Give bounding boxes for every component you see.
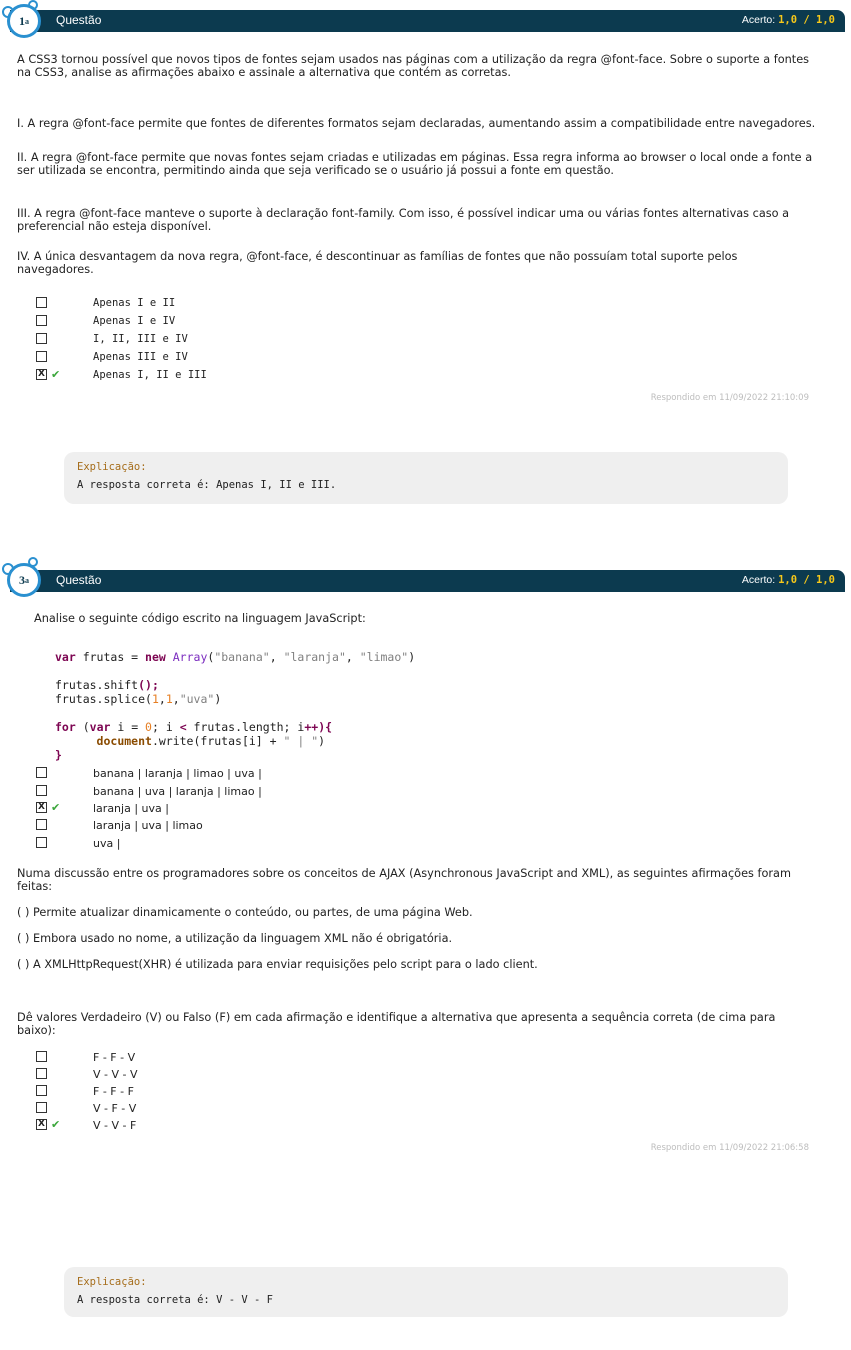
question-title: Questão <box>56 573 102 587</box>
score: Acerto: 1,0 / 1,0 <box>741 14 835 26</box>
score: Acerto: 1,0 / 1,0 <box>741 574 835 586</box>
answered-timestamp: Respondido em 11/09/2022 21:10:09 <box>650 393 809 403</box>
option-checkbox[interactable] <box>36 333 47 344</box>
option-checkbox[interactable] <box>36 1051 47 1062</box>
option-checkbox[interactable] <box>36 767 47 778</box>
checkmark-icon: ✔ <box>51 801 61 814</box>
statement-1: ( ) Permite atualizar dinamicamente o conteúdo, ou partes, de uma página Web. <box>17 906 473 919</box>
code-line: frutas.shift(); <box>55 678 159 692</box>
option-checkbox[interactable] <box>36 785 47 796</box>
statement-4: IV. A única desvantagem da nova regra, @font-face, é descontinuar as famílias de fontes que não possuíam total suporte pelos navegadores. <box>17 250 738 276</box>
question-1-stem: A CSS3 tornou possível que novos tipos de fontes sejam usados nas páginas com a utilização da regra @font-face. Sobre o suporte a fontes na CSS3, analise as afirmações abaixo e assinale a alternativa que contém as corretas. <box>17 53 810 79</box>
option-checkbox[interactable] <box>36 837 47 848</box>
score-value: 1,0 / 1,0 <box>778 574 835 586</box>
statement-3: ( ) A XMLHttpRequest(XHR) é utilizada para enviar requisições pelo script para o lado client. <box>17 958 538 971</box>
option-checkbox[interactable] <box>36 297 47 308</box>
score-value: 1,0 / 1,0 <box>778 14 835 26</box>
question-3-stem: Analise o seguinte código escrito na linguagem JavaScript: <box>34 612 366 625</box>
code-line: var frutas = new Array("banana", "laranja", "limao") <box>55 650 416 664</box>
option-checkbox[interactable] <box>36 1102 47 1113</box>
explanation-box <box>64 452 788 504</box>
statement-2: II. A regra @font-face permite que novas fontes sejam criadas e utilizadas em páginas. Essa regra informa ao browser o local onde a fonte a ser utilizada se encontra, permitindo ainda que seja verificado se o usuário já possui a fonte em questão. <box>17 151 813 177</box>
statement-1: I. A regra @font-face permite que fontes de diferentes formatos sejam declaradas, aumentando assim a compatibilidade entre navegadores. <box>17 117 816 130</box>
explanation-box <box>64 1267 788 1317</box>
option-checkbox[interactable] <box>36 1085 47 1096</box>
checkmark-icon: ✔ <box>51 1118 61 1131</box>
code-line: frutas.splice(1,1,"uva") <box>55 692 222 706</box>
option-checkbox[interactable]: X <box>36 369 47 380</box>
option-checkbox[interactable] <box>36 819 47 830</box>
question-1-header <box>10 10 845 32</box>
explanation-text: A resposta correta é: V - V - F <box>77 1294 273 1306</box>
code-line: document.write(frutas[i] + " | ") <box>96 734 326 748</box>
explanation-title: Explicação: <box>77 461 147 473</box>
explanation-title: Explicação: <box>77 1276 147 1288</box>
statement-3: III. A regra @font-face manteve o suporte à declaração font-family. Com isso, é possível indicar uma ou várias fontes alternativas caso a preferencial não esteja disponível. <box>17 207 790 233</box>
option-checkbox[interactable]: X <box>36 1119 47 1130</box>
answered-timestamp: Respondido em 11/09/2022 21:06:58 <box>650 1143 809 1153</box>
option-checkbox[interactable]: X <box>36 802 47 813</box>
code-block <box>55 636 415 762</box>
option-checkbox[interactable] <box>36 315 47 326</box>
statement-2: ( ) Embora usado no nome, a utilização da linguagem XML não é obrigatória. <box>17 932 453 945</box>
question-title: Questão <box>56 13 102 27</box>
question-number-badge: 3 a <box>7 563 41 597</box>
option-checkbox[interactable] <box>36 351 47 362</box>
option-checkbox[interactable] <box>36 1068 47 1079</box>
explanation-text: A resposta correta é: Apenas I, II e III. <box>77 479 337 491</box>
code-line: } <box>55 748 62 762</box>
question-4-instruction: Dê valores Verdadeiro (V) ou Falso (F) em cada afirmação e identifique a alternativa que apresenta a sequência correta (de cima para baixo): <box>17 1011 776 1037</box>
question-3-header <box>10 570 845 592</box>
code-line: for (var i = 0; i < frutas.length; i++){ <box>55 720 333 734</box>
question-4-stem: Numa discussão entre os programadores sobre os conceitos de AJAX (Asynchronous JavaScript and XML), as seguintes afirmações foram feitas: <box>17 867 791 893</box>
checkmark-icon: ✔ <box>51 368 61 381</box>
question-number-badge: 1 a <box>7 4 41 38</box>
